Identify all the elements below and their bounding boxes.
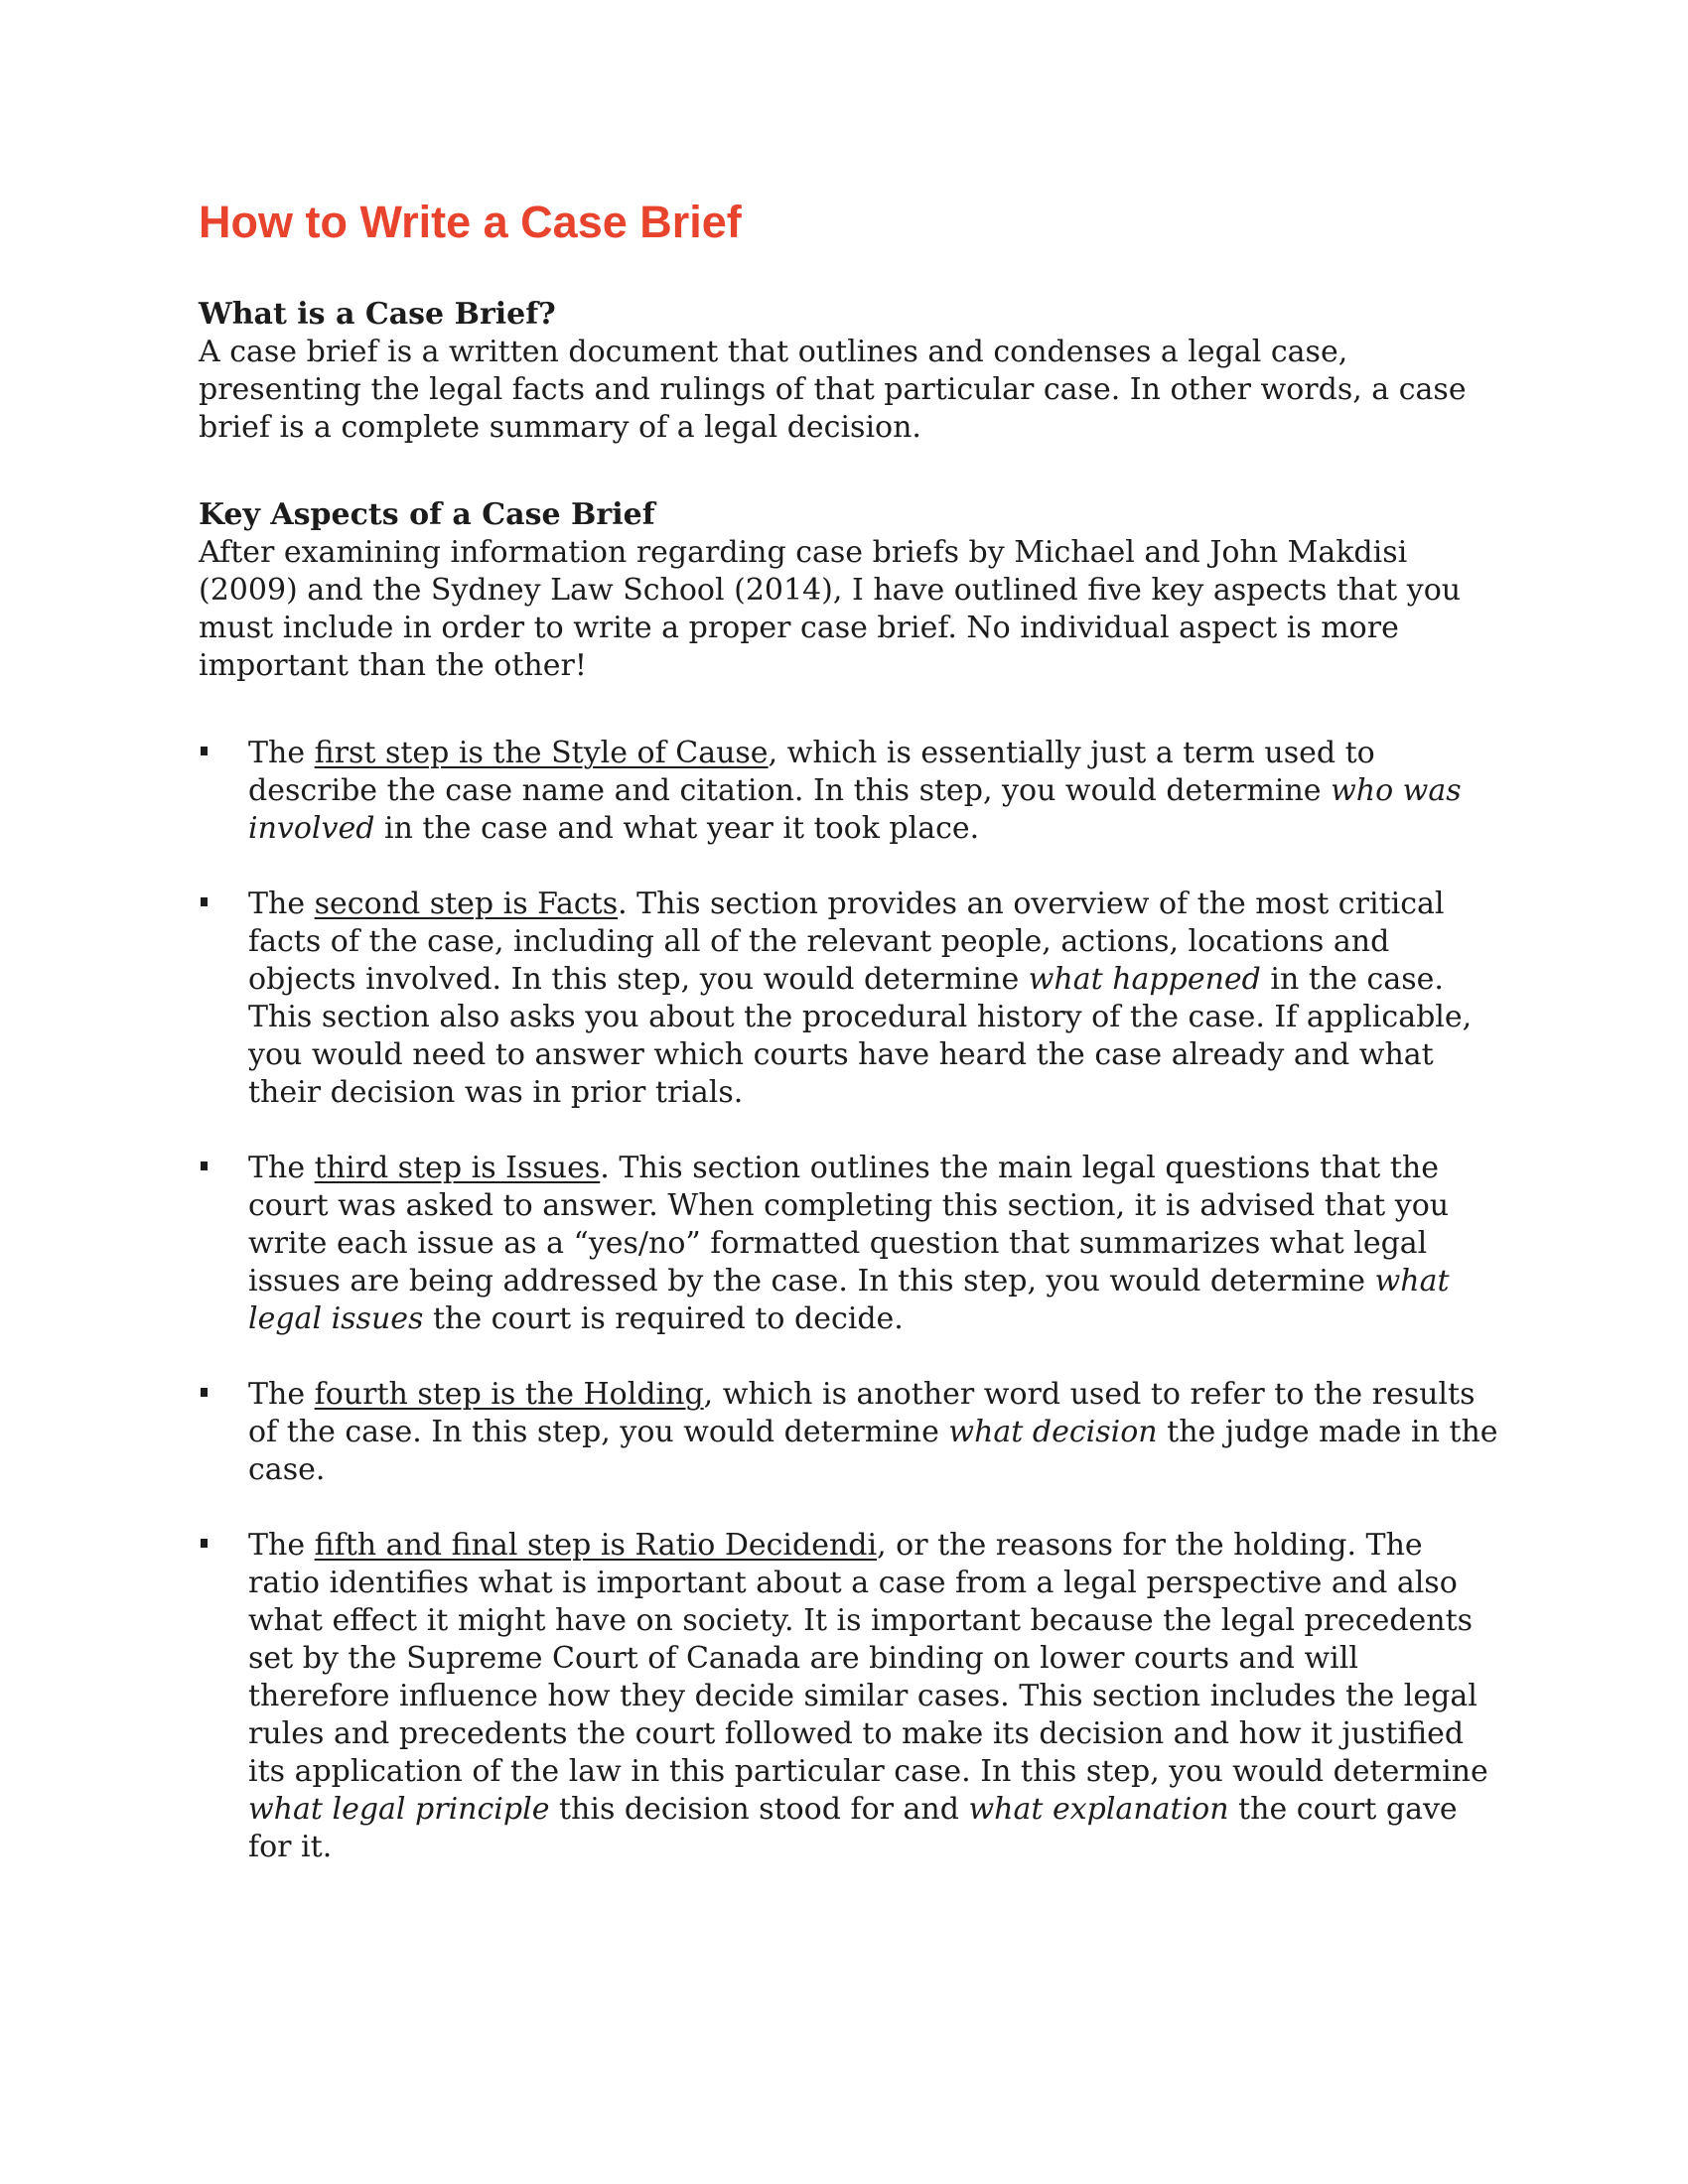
list-item — [199, 735, 1499, 848]
step-title: third step is Issues — [314, 1151, 601, 1185]
step-text: , which is essentially just a term used to describe the case name and citation. In this step, you would determine — [248, 736, 1375, 808]
document-body — [199, 296, 1499, 1866]
list-item — [199, 1527, 1499, 1866]
step-text: in the case. This section also asks you about the procedural history of the case. If applicable, you would need to answer which courts have heard the case already and what their decision was in prior trials. — [248, 962, 1473, 1110]
section-paragraph: A case brief is a written document that outlines and condenses a legal case, presenting the legal facts and rulings of that particular case. In other words, a case brief is a complete summary of a legal decision. — [199, 335, 1467, 445]
square-bullet-icon — [201, 1161, 208, 1170]
step-text: the court gave for it. — [248, 1792, 1458, 1864]
step-emphasis: what decision — [948, 1415, 1158, 1449]
step-text: , which is another word used to refer to the results of the case. In this step, you would determine — [248, 1377, 1476, 1449]
step-text: . This section provides an overview of the most critical facts of the case, including all of the relevant people, actions, locations and objects involved. In this step, you would determine — [248, 887, 1445, 997]
step-title: fifth and final step is Ratio Decidendi — [314, 1528, 878, 1563]
section-heading: Key Aspects of a Case Brief — [199, 497, 655, 532]
step-text: , or the reasons for the holding. The ratio identifies what is important about a case from a legal perspective and also what effect it might have on society. It is important because the legal precedents set by the Supreme Court of Canada are binding on lower courts and will therefore influence how they decide similar cases. This section includes the legal rules and precedents the court followed to make its decision and how it justified its application of the law in this particular case. In this step, you would determine — [248, 1528, 1488, 1789]
list-item — [199, 1150, 1499, 1338]
section-key-aspects — [199, 496, 1499, 685]
square-bullet-icon — [201, 747, 208, 755]
step-text: the judge made in the case. — [248, 1415, 1498, 1487]
step-lead: The — [248, 1151, 315, 1185]
step-title: second step is Facts — [314, 887, 619, 921]
step-lead: The — [248, 887, 315, 921]
step-text: . This section outlines the main legal questions that the court was asked to answer. When completing this section, it is advised that you write each issue as a “yes/no” formatted question that summarizes what legal issues are being addressed by the case. In this step, you would determine — [248, 1151, 1450, 1298]
step-emphasis: who was involved — [248, 773, 1462, 846]
step-lead: The — [248, 736, 315, 770]
square-bullet-icon — [201, 897, 208, 906]
steps-list — [199, 735, 1499, 1866]
step-text: this decision stood for and — [549, 1792, 969, 1827]
step-emphasis: what legal principle — [248, 1792, 550, 1827]
step-text: the court is required to decide. — [423, 1301, 904, 1336]
list-item — [199, 886, 1499, 1112]
square-bullet-icon — [201, 1539, 208, 1548]
step-emphasis: what explanation — [968, 1792, 1229, 1827]
step-title: first step is the Style of Cause — [314, 736, 769, 770]
section-what-is-a-case-brief — [199, 296, 1499, 447]
document-title: How to Write a Case Brief — [199, 197, 742, 247]
step-emphasis: what happened — [1028, 962, 1261, 997]
section-paragraph: After examining information regarding case briefs by Michael and John Makdisi (2009) and the Sydney Law School (2014), I have outlined five key aspects that you must include in order to write a proper case brief. No individual aspect is more important than the other! — [199, 535, 1462, 683]
section-heading: What is a Case Brief? — [199, 297, 556, 332]
step-title: fourth step is the Holding — [314, 1377, 704, 1412]
list-item — [199, 1376, 1499, 1489]
step-text: in the case and what year it took place. — [374, 811, 980, 846]
step-emphasis: what legal issues — [248, 1264, 1450, 1336]
square-bullet-icon — [201, 1388, 208, 1397]
step-lead: The — [248, 1377, 315, 1412]
step-lead: The — [248, 1528, 315, 1563]
